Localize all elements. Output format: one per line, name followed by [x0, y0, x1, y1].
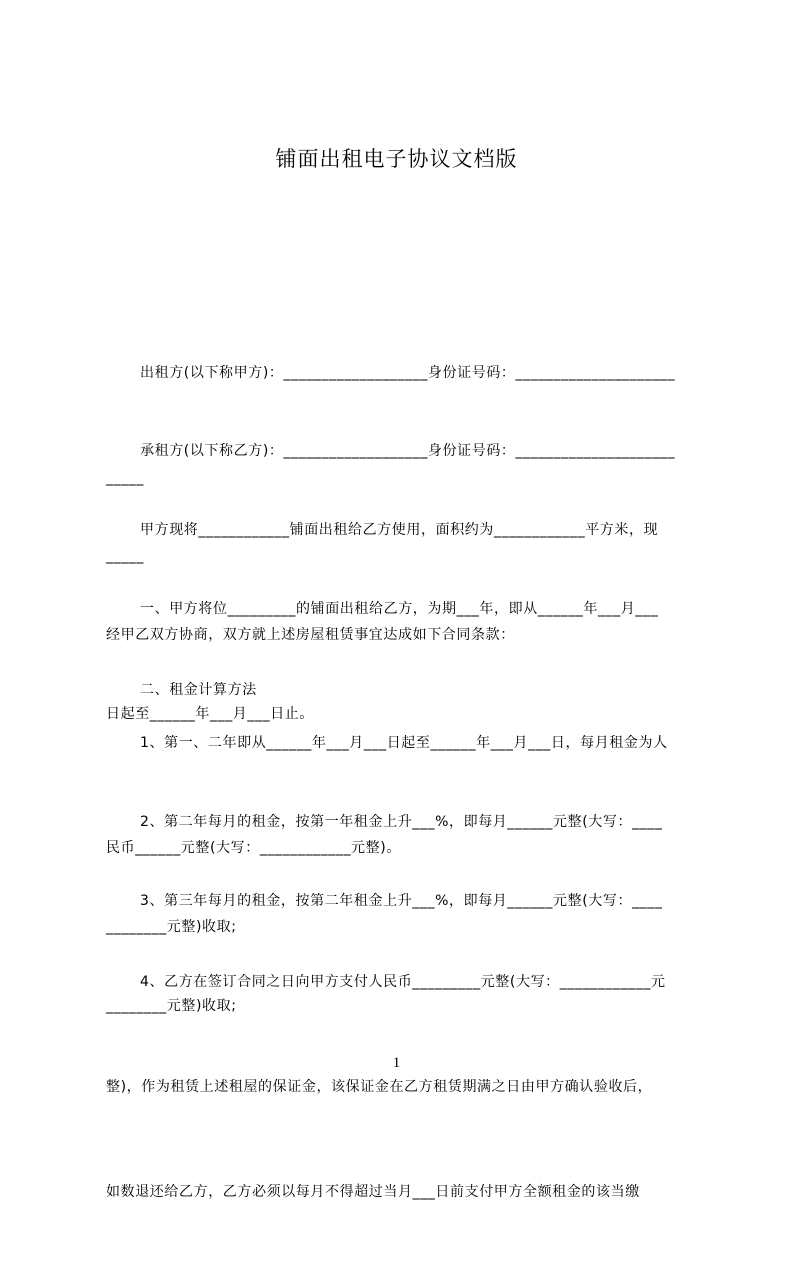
paragraph-line: _____	[106, 470, 144, 486]
section-heading: 二、租金计算方法	[140, 682, 257, 698]
paragraph-line: 一、甲方将位_________的铺面出租给乙方，为期___年，即从______年___月___	[140, 601, 659, 617]
paragraph-line: 1、第一、二年即从______年___月___日起至______年___月___日，每月租金为人	[140, 735, 668, 751]
paragraph-line: 整)，作为租赁上述租屋的保证金，该保证金在乙方租赁期满之日由甲方确认验收后，	[106, 1079, 653, 1095]
clause-2-4-paragraph	[106, 895, 706, 1280]
paragraph-line: 承租方(以下称乙方)：___________________身份证号码：_____________________	[140, 443, 676, 459]
paragraph-line: 出租方(以下称甲方)：___________________身份证号码：_____________________	[140, 365, 676, 381]
paragraph-line: 甲方现将____________铺面出租给乙方使用，面积约为____________平方米，现	[140, 522, 659, 538]
document-title: 铺面出租电子协议文档版	[275, 147, 518, 171]
page-number: 1	[392, 1055, 401, 1071]
paragraph-line: ________元整)收取;	[106, 998, 237, 1014]
paragraph-line: 经甲乙双方协商，双方就上述房屋租赁事宜达成如下合同条款：	[106, 627, 515, 643]
paragraph-line: 如数退还给乙方，乙方必须以每月不得超过当月___日前支付甲方全额租金的该当缴	[106, 1184, 640, 1200]
paragraph-line: 4、乙方在签订合同之日向甲方支付人民币_________元整(大写：____________元	[140, 974, 666, 990]
paragraph-line: 民币______元整(大写：____________元整)。	[106, 840, 401, 856]
paragraph-line: ________元整)收取;	[106, 919, 237, 935]
paragraph-line: 3、第三年每月的租金，按第二年租金上升___%，即每月______元整(大写：____	[140, 893, 663, 909]
paragraph-line: 2、第二年每月的租金，按第一年租金上升___%，即每月______元整(大写：____	[140, 814, 663, 830]
paragraph-line: 日起至______年___月___日止。	[106, 706, 314, 722]
paragraph-line: _____	[106, 548, 144, 564]
